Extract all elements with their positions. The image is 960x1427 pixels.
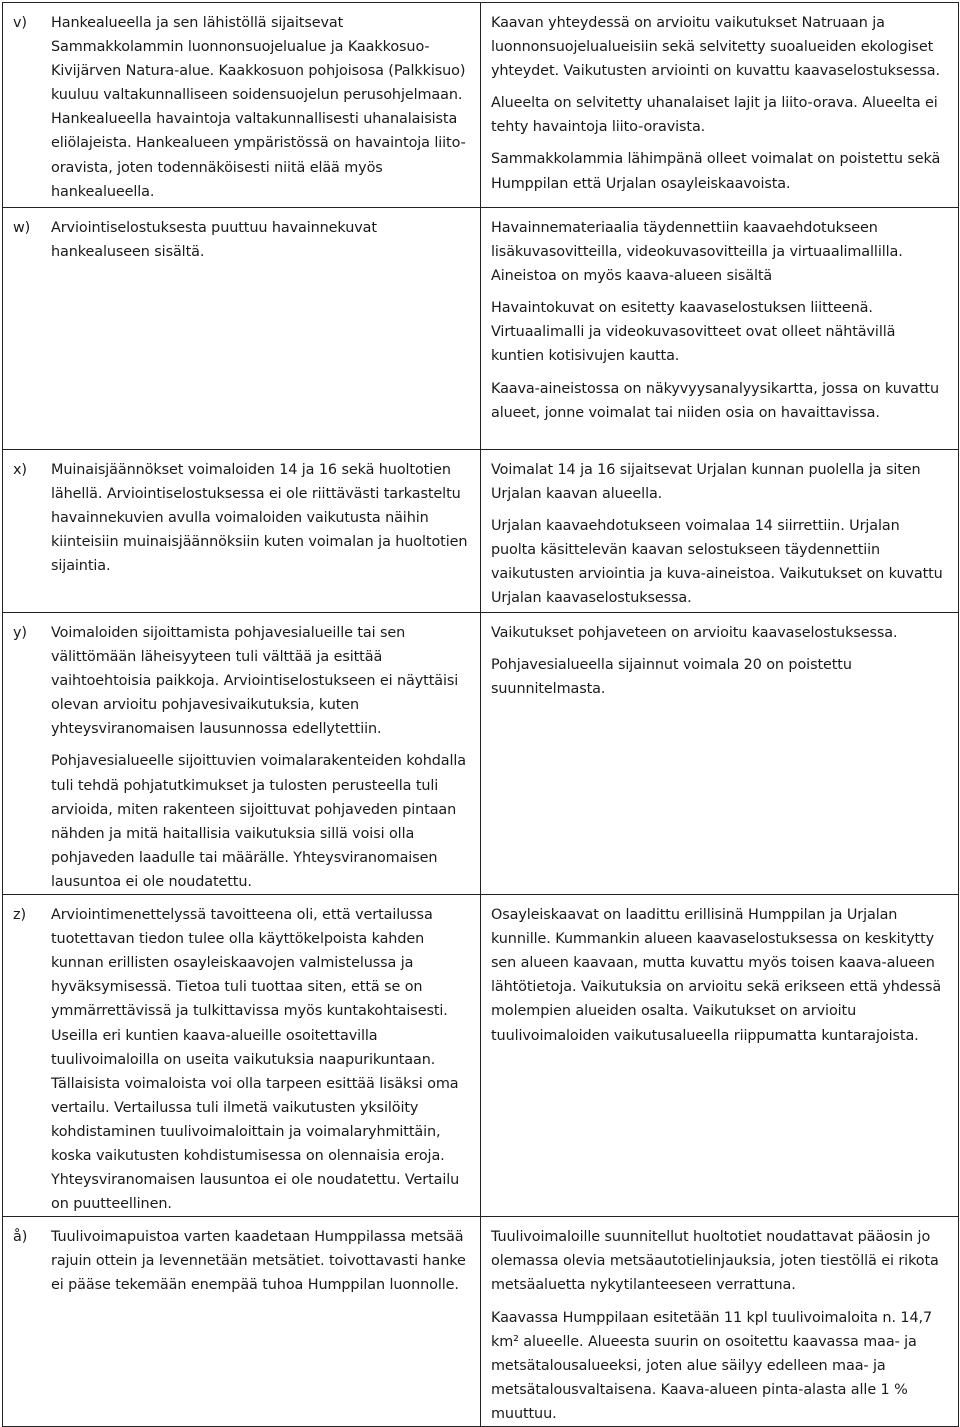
table-row	[3, 450, 959, 613]
item-label: y)	[13, 625, 27, 641]
table-row	[3, 3, 959, 208]
comment-text: Tuulivoimapuistoa varten kaadetaan Humppilassa metsää rajuin ottein ja levennetään metsätiet. toivottavasti hanke ei pääse tekemään enempää tuhoa Humppilan luonnolle.	[51, 1229, 466, 1294]
response-text: Kaavassa Humppilaan esitetään 11 kpl tuulivoimaloita n. 14,7 km² alueelle. Alueesta suurin on osoitettu kaavassa maa- ja metsätalousalueeksi, joten alue säilyy edelleen maa- ja metsätalousvaltaisena. Kaava-alueen pinta-alasta alle 1 % muuttuu.	[491, 1309, 933, 1422]
item-label: w)	[13, 220, 31, 236]
comment-cell	[3, 613, 481, 895]
response-text: Alueelta on selvitetty uhanalaiset lajit ja liito-orava. Alueelta ei tehty havaintoja liito-oravista.	[491, 95, 938, 136]
item-label: x)	[13, 462, 27, 478]
table-row	[3, 1217, 959, 1427]
comments-table	[2, 2, 959, 1427]
response-text: Havainnemateriaalia täydennettiin kaavaehdotukseen lisäkuvasovitteilla, videokuvasovitteilla ja virtuaalimallilla. Aineistoa on myös kaava-alueen sisältä	[491, 220, 903, 285]
response-text: Urjalan kaavaehdotukseen voimalaa 14 siirrettiin. Urjalan puolta käsittelevän kaavan selostukseen täydennettiin vaikutusten arviointia ja kuva-aineistoa. Vaikutukset on kuvattu Urjalan kaavaselostuksessa.	[491, 518, 943, 607]
response-text: Sammakkolammia lähimpänä olleet voimalat on poistettu sekä Humppilan että Urjalan osayleiskaavoista.	[491, 151, 941, 192]
comment-text: Voimaloiden sijoittamista pohjavesialueille tai sen välittömään läheisyyteen tuli välttää ja esittää vaihtoehtoisia paikkoja. Arviointiselostukseen ei näyttäisi olevan arvioitu pohjavesivaikutuksia, kuten yhteysviranomaisen lausunnossa edellytettiin.	[51, 625, 459, 738]
table-row	[3, 613, 959, 895]
response-text: Tuulivoimaloille suunnitellut huoltotiet noudattavat pääosin jo olemassa olevia metsäautotielinjauksia, joten tiestöllä ei rikota metsäaluetta nykytilanteeseen verrattuna.	[491, 1229, 939, 1294]
response-cell	[481, 613, 959, 895]
item-label: v)	[13, 15, 27, 31]
comment-text: Arviointimenettelyssä tavoitteena oli, että vertailussa tuotettavan tiedon tulee olla käyttökelpoista kahden kunnan erillisten osayleiskaavojen valmistelussa ja hyväksymisessä. Tietoa tuli tuottaa siten, että se on ymmärrettävissä ja tulkittavissa myös kuntakohtaisesti. Useilla eri kuntien kaava-alueille osoitettavilla tuulivoimaloilla on useita vaikutuksia naapurikuntaan. Tällaisista voimaloista voi olla tarpeen esittää lisäksi oma vertailu. Vertailussa tuli ilmetä vaikutusten yksilöity kohdistaminen tuulivoimaloittain ja voimalaryhmittäin, koska vaikutusten kohdistumisessa on olennaisia eroja. Yhteysviranomaisen lausuntoa ei ole noudatettu. Vertailu on puutteellinen.	[51, 907, 460, 1213]
item-label: å)	[13, 1229, 28, 1246]
response-cell	[481, 208, 959, 450]
comment-text: Arviointiselostuksesta puuttuu havainnekuvat hankealuseen sisältä.	[51, 220, 377, 261]
comment-cell	[3, 1217, 481, 1427]
comment-cell	[3, 895, 481, 1217]
comment-text: Hankealueella ja sen lähistöllä sijaitsevat Sammakkolammin luonnonsuojelualue ja Kaakkosuo-Kivijärven Natura-alue. Kaakkosuon pohjoisosa (Palkkisuo) kuuluu valtakunnalliseen soidensuojelun perusohjelmaan. Hankealueella havaintoja valtakunnallisesti uhanalaisista eliölajeista. Hankealueen ympäristössä on havaintoja liito-oravista, joten todennäköisesti niitä elää myös hankealueella.	[51, 15, 466, 200]
response-text: Osayleiskaavat on laadittu erillisinä Humppilan ja Urjalan kunnille. Kummankin alueen kaavaselostuksessa on keskitytty sen alueen kaavaan, mutta kuvattu myös toisen kaava-alueen lähtötietoja. Vaikutuksia on arvioitu sekä erikseen että yhdessä molempien alueiden osalta. Vaikutukset on arvioitu tuulivoimaloiden vaikutusalueella riippumatta kuntarajoista.	[491, 907, 942, 1044]
response-text: Voimalat 14 ja 16 sijaitsevat Urjalan kunnan puolella ja siten Urjalan kaavan alueella.	[491, 462, 921, 503]
response-cell	[481, 895, 959, 1217]
comment-cell	[3, 450, 481, 613]
response-text: Kaavan yhteydessä on arvioitu vaikutukset Natruaan ja luonnonsuojelualueisiin sekä selvitetty suoalueiden ekologiset yhteydet. Vaikutusten arviointi on kuvattu kaavaselostuksessa.	[491, 15, 940, 80]
response-text: Vaikutukset pohjaveteen on arvioitu kaavaselostuksessa.	[491, 625, 898, 641]
item-label: z)	[13, 907, 26, 924]
response-text: Havaintokuvat on esitetty kaavaselostuksen liitteenä. Virtuaalimalli ja videokuvasovitteet ovat olleet nähtävillä kuntien kotisivujen kautta.	[491, 300, 896, 365]
response-cell	[481, 3, 959, 208]
table-row	[3, 895, 959, 1217]
response-cell	[481, 1217, 959, 1427]
response-text: Pohjavesialueella sijainnut voimala 20 on poistettu suunnitelmasta.	[491, 657, 852, 698]
comment-cell	[3, 208, 481, 450]
table-row	[3, 208, 959, 450]
comment-text: Muinaisjäännökset voimaloiden 14 ja 16 sekä huoltotien lähellä. Arviointiselostuksessa ei ole riittävästi tarkasteltu havainnekuvien avulla voimaloiden vaikutusta näihin kiinteisiin muinaisjäännöksiin kuten voimalan ja huoltotien sijaintia.	[51, 462, 468, 575]
comment-text: Pohjavesialueelle sijoittuvien voimalarakenteiden kohdalla tuli tehdä pohjatutkimukset ja tulosten perusteella tuli arvioida, miten rakenteen sijoittuvat pohjaveden pintaan nähden ja mitä haitallisia vaikutuksia sillä voisi olla pohjaveden laadulle tai määrälle. Yhteysviranomaisen lausuntoa ei ole noudatettu.	[51, 753, 466, 890]
response-cell	[481, 450, 959, 613]
response-text: Kaava-aineistossa on näkyvyysanalyysikartta, jossa on kuvattu alueet, jonne voimalat tai niiden osia on havaittavissa.	[491, 380, 939, 421]
comment-cell	[3, 3, 481, 208]
